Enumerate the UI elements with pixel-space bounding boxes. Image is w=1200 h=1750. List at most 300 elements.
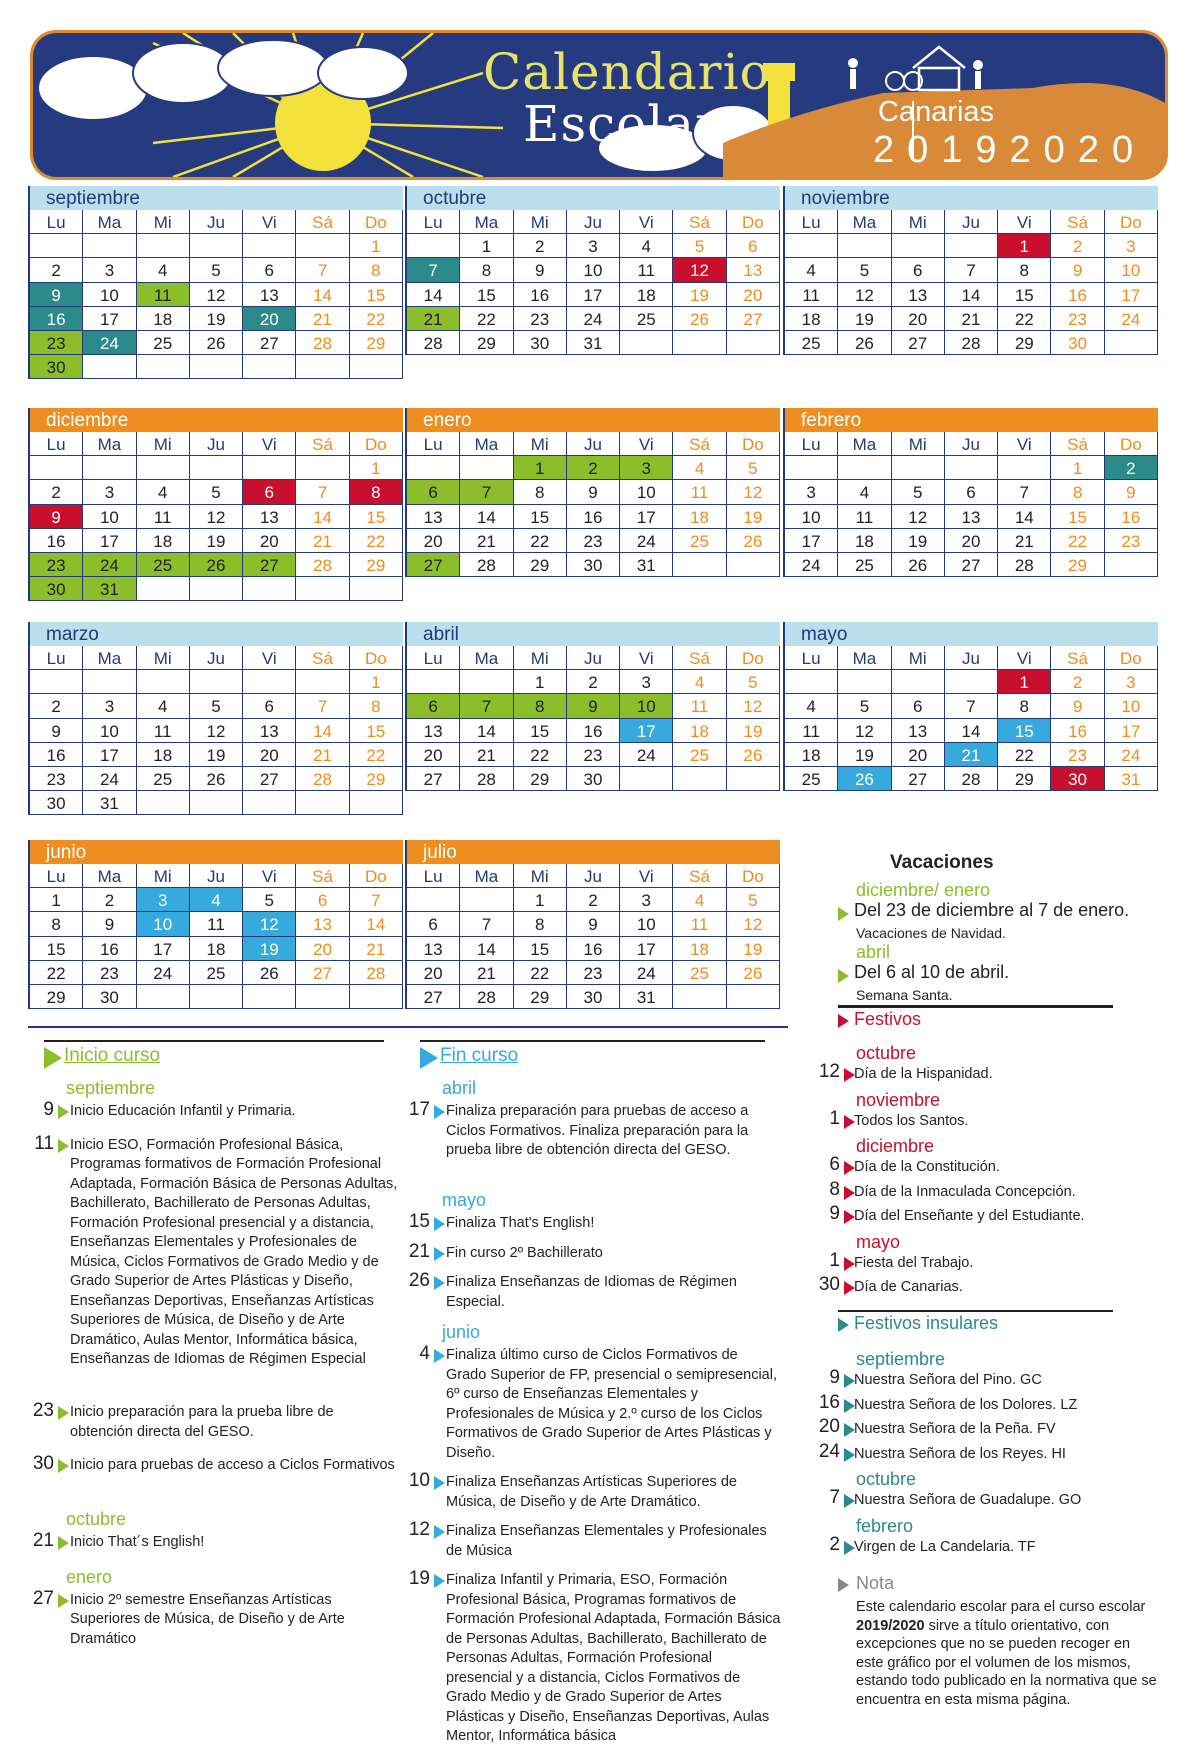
- banner: [30, 30, 1168, 180]
- weekday-header: Vi: [998, 210, 1051, 234]
- day-cell: 1: [30, 888, 83, 912]
- day-cell: 12: [727, 480, 780, 504]
- course-text: Finaliza That's English!: [446, 1215, 595, 1231]
- day-cell: 28: [296, 553, 349, 577]
- day-cell: 9: [567, 480, 620, 504]
- day-cell: 2: [567, 456, 620, 480]
- weekday-header: Mi: [137, 210, 190, 234]
- day-cell: 13: [243, 505, 296, 529]
- day-cell: 31: [567, 331, 620, 355]
- day-cell: 13: [727, 258, 780, 282]
- day-cell: 20: [243, 529, 296, 553]
- day-cell: 18: [137, 307, 190, 331]
- day-cell: 1: [514, 456, 567, 480]
- day-cell: 21: [296, 529, 349, 553]
- day-cell: 19: [727, 937, 780, 961]
- empty-cell: [30, 234, 83, 258]
- day-cell: 23: [567, 743, 620, 767]
- empty-cell: [137, 985, 190, 1009]
- month-label: noviembre: [856, 1089, 941, 1110]
- day-cell: 3: [1105, 234, 1158, 258]
- day-cell: 10: [620, 912, 673, 936]
- sky-arrow-icon: [434, 1276, 445, 1290]
- day-cell: 21: [945, 307, 998, 331]
- day-cell: 10: [785, 505, 838, 529]
- empty-cell: [460, 456, 513, 480]
- day-cell: 15: [460, 283, 513, 307]
- day-cell: 26: [838, 331, 891, 355]
- course-text: Finaliza Enseñanzas Elementales y Profesionales de Música: [446, 1523, 767, 1559]
- day-cell: 12: [673, 258, 726, 282]
- weekday-header: Do: [727, 210, 780, 234]
- course-text: Inicio Educación Infantil y Primaria.: [70, 1103, 296, 1119]
- day-cell: 4: [137, 480, 190, 504]
- day-cell: 26: [243, 961, 296, 985]
- green-arrow-icon: [838, 907, 849, 921]
- day-cell: 11: [620, 258, 673, 282]
- day-cell: 6: [727, 234, 780, 258]
- day-cell: 24: [620, 743, 673, 767]
- course-text: Finaliza preparación para pruebas de acceso a Ciclos Formativos. Finaliza preparación para la prueba libre de obtención directa del GESO.: [446, 1103, 749, 1158]
- day-cell: 1: [998, 670, 1051, 694]
- day-cell: 4: [137, 694, 190, 718]
- weekday-header: Mi: [514, 864, 567, 888]
- green-arrow-icon: [58, 1406, 69, 1420]
- day-cell: 30: [83, 985, 136, 1009]
- day-cell: 12: [190, 719, 243, 743]
- day-cell: 29: [514, 553, 567, 577]
- teal-arrow-icon: [838, 1318, 849, 1332]
- day-cell: 27: [407, 553, 460, 577]
- weekday-header: Do: [350, 646, 403, 670]
- holiday-text: Día de la Constitución.: [854, 1159, 1000, 1175]
- green-arrow-icon: [58, 1594, 69, 1608]
- empty-cell: [892, 670, 945, 694]
- weekday-header: Lu: [407, 864, 460, 888]
- day-number: 16: [818, 1391, 840, 1413]
- day-cell: 15: [350, 283, 403, 307]
- day-cell: 6: [892, 694, 945, 718]
- day-cell: 23: [30, 767, 83, 791]
- day-cell: 15: [350, 505, 403, 529]
- day-cell: 12: [892, 505, 945, 529]
- month-name: junio: [30, 840, 403, 864]
- empty-cell: [137, 577, 190, 601]
- day-cell: 29: [350, 331, 403, 355]
- vacation-month: diciembre/ enero: [856, 880, 991, 900]
- day-cell: 22: [460, 307, 513, 331]
- day-cell: 17: [567, 283, 620, 307]
- day-cell: 25: [190, 961, 243, 985]
- weekday-header: Ju: [567, 210, 620, 234]
- empty-cell: [460, 888, 513, 912]
- weekday-header: Sá: [673, 864, 726, 888]
- weekday-header: Sá: [673, 646, 726, 670]
- day-cell: 29: [998, 331, 1051, 355]
- empty-cell: [620, 331, 673, 355]
- day-number: 19: [408, 1568, 430, 1589]
- day-number: 23: [32, 1400, 54, 1421]
- month-label: abril: [442, 1078, 477, 1098]
- day-cell: 4: [838, 480, 891, 504]
- banner-years: 20192020: [873, 129, 1147, 171]
- day-cell: 29: [514, 767, 567, 791]
- weekday-header: Ma: [83, 864, 136, 888]
- day-cell: 14: [460, 719, 513, 743]
- day-cell: 11: [785, 283, 838, 307]
- day-cell: 2: [1051, 234, 1104, 258]
- day-cell: 22: [998, 743, 1051, 767]
- day-cell: 3: [620, 456, 673, 480]
- sky-arrow-icon: [434, 1105, 445, 1119]
- empty-cell: [892, 456, 945, 480]
- day-cell: 29: [514, 985, 567, 1009]
- day-cell: 28: [296, 331, 349, 355]
- weekday-header: Do: [727, 864, 780, 888]
- day-cell: 9: [1051, 694, 1104, 718]
- day-cell: 25: [673, 743, 726, 767]
- day-cell: 21: [350, 937, 403, 961]
- month-label: enero: [66, 1566, 113, 1587]
- day-cell: 3: [1105, 670, 1158, 694]
- day-cell: 15: [30, 937, 83, 961]
- day-cell: 1: [514, 888, 567, 912]
- weekday-header: Do: [727, 646, 780, 670]
- empty-cell: [83, 456, 136, 480]
- day-cell: 7: [296, 258, 349, 282]
- empty-cell: [407, 888, 460, 912]
- course-text: Finaliza último curso de Ciclos Formativos de Grado Superior de FP, presencial o semipresencial, 6º curso de Enseñanzas Elementales y Profesionales de Música y 2.º curso de los Ciclos Formativos de Grado Superior de Artes Plásticas y Diseño.: [446, 1347, 777, 1461]
- month-noviembre: [783, 186, 1158, 355]
- empty-cell: [407, 234, 460, 258]
- day-cell: 22: [350, 743, 403, 767]
- day-cell: 10: [620, 480, 673, 504]
- day-number: 20: [818, 1416, 840, 1437]
- day-number: 26: [408, 1270, 430, 1291]
- day-cell: 26: [892, 553, 945, 577]
- day-cell: 7: [350, 888, 403, 912]
- day-cell: 3: [620, 888, 673, 912]
- empty-cell: [673, 767, 726, 791]
- day-cell: 5: [727, 888, 780, 912]
- day-cell: 27: [727, 307, 780, 331]
- day-cell: 10: [137, 912, 190, 936]
- empty-cell: [945, 670, 998, 694]
- month-name: septiembre: [30, 186, 403, 210]
- empty-cell: [673, 553, 726, 577]
- weekday-header: Sá: [1051, 646, 1104, 670]
- day-cell: 15: [514, 937, 567, 961]
- day-cell: 19: [727, 719, 780, 743]
- day-cell: 14: [296, 283, 349, 307]
- weekday-header: Mi: [892, 432, 945, 456]
- weekday-header: Lu: [30, 432, 83, 456]
- weekday-header: Vi: [620, 646, 673, 670]
- empty-cell: [350, 985, 403, 1009]
- day-cell: 2: [1051, 670, 1104, 694]
- day-cell: 27: [892, 331, 945, 355]
- day-cell: 25: [137, 767, 190, 791]
- weekday-header: Ma: [460, 864, 513, 888]
- month-label: septiembre: [66, 1078, 156, 1098]
- weekday-header: Sá: [296, 432, 349, 456]
- empty-cell: [1105, 331, 1158, 355]
- month-label: octubre: [856, 1469, 917, 1489]
- empty-cell: [838, 234, 891, 258]
- day-cell: 25: [785, 331, 838, 355]
- day-cell: 24: [785, 553, 838, 577]
- day-cell: 21: [407, 307, 460, 331]
- day-cell: 19: [892, 529, 945, 553]
- empty-cell: [190, 791, 243, 815]
- weekday-header: Mi: [137, 432, 190, 456]
- day-cell: 3: [567, 234, 620, 258]
- day-cell: 11: [673, 912, 726, 936]
- day-cell: 9: [30, 283, 83, 307]
- empty-cell: [137, 355, 190, 379]
- day-cell: 22: [514, 961, 567, 985]
- weekday-header: Ma: [838, 210, 891, 234]
- weekday-header: Lu: [30, 864, 83, 888]
- day-cell: 14: [296, 719, 349, 743]
- empty-cell: [785, 456, 838, 480]
- day-cell: 20: [296, 937, 349, 961]
- day-cell: 17: [620, 937, 673, 961]
- day-cell: 5: [838, 694, 891, 718]
- day-cell: 2: [30, 258, 83, 282]
- day-cell: 21: [998, 529, 1051, 553]
- day-cell: 18: [673, 505, 726, 529]
- weekday-header: Do: [1105, 432, 1158, 456]
- section-rule: [838, 1006, 1113, 1008]
- empty-cell: [296, 985, 349, 1009]
- day-cell: 7: [296, 694, 349, 718]
- day-cell: 18: [137, 743, 190, 767]
- day-cell: 13: [407, 505, 460, 529]
- day-cell: 23: [567, 961, 620, 985]
- weekday-header: Ju: [190, 864, 243, 888]
- day-cell: 5: [892, 480, 945, 504]
- empty-cell: [350, 577, 403, 601]
- day-cell: 26: [727, 961, 780, 985]
- section-title: Festivos: [854, 1009, 922, 1029]
- day-cell: 22: [350, 529, 403, 553]
- day-cell: 4: [785, 258, 838, 282]
- day-number: 6: [829, 1154, 840, 1175]
- day-cell: 27: [243, 553, 296, 577]
- day-cell: 2: [567, 888, 620, 912]
- weekday-header: Ju: [190, 432, 243, 456]
- day-cell: 25: [137, 331, 190, 355]
- weekday-header: Lu: [785, 432, 838, 456]
- month-name: enero: [407, 408, 780, 432]
- weekday-header: Ju: [567, 646, 620, 670]
- day-cell: 30: [514, 331, 567, 355]
- day-cell: 24: [83, 553, 136, 577]
- weekday-header: Ma: [460, 210, 513, 234]
- day-cell: 20: [945, 529, 998, 553]
- day-cell: 16: [1105, 505, 1158, 529]
- day-cell: 18: [673, 719, 726, 743]
- day-cell: 6: [407, 694, 460, 718]
- holiday-text: Día de la Inmaculada Concepción.: [854, 1183, 1076, 1200]
- day-cell: 2: [83, 888, 136, 912]
- day-cell: 19: [190, 743, 243, 767]
- day-cell: 15: [514, 719, 567, 743]
- month-label: octubre: [66, 1509, 127, 1529]
- empty-cell: [243, 985, 296, 1009]
- day-cell: 8: [350, 480, 403, 504]
- day-cell: 12: [190, 283, 243, 307]
- day-cell: 25: [137, 553, 190, 577]
- day-cell: 10: [1105, 694, 1158, 718]
- holiday-text: Nuestra Señora de los Reyes. HI: [854, 1445, 1066, 1462]
- sky-arrow-icon: [434, 1476, 445, 1490]
- month-octubre: [405, 186, 780, 355]
- day-number: 2: [829, 1533, 840, 1555]
- day-cell: 20: [892, 307, 945, 331]
- day-cell: 28: [460, 553, 513, 577]
- vacation-range: Del 23 de diciembre al 7 de enero.: [854, 900, 1130, 920]
- weekday-header: Mi: [137, 646, 190, 670]
- sky-arrow-icon: [434, 1217, 445, 1231]
- holiday-text: Todos los Santos.: [854, 1112, 969, 1129]
- day-cell: 8: [514, 912, 567, 936]
- weekday-header: Do: [1105, 646, 1158, 670]
- empty-cell: [350, 355, 403, 379]
- day-cell: 27: [243, 331, 296, 355]
- day-cell: 23: [567, 529, 620, 553]
- empty-cell: [137, 670, 190, 694]
- day-number: 21: [32, 1530, 54, 1551]
- day-cell: 2: [514, 234, 567, 258]
- day-number: 30: [818, 1274, 840, 1295]
- day-cell: 8: [350, 258, 403, 282]
- section-rule: [838, 1310, 1113, 1312]
- day-cell: 19: [243, 937, 296, 961]
- day-cell: 24: [567, 307, 620, 331]
- banner-title-line2: Escolar: [523, 95, 720, 153]
- day-cell: 12: [838, 283, 891, 307]
- day-number: 10: [408, 1470, 430, 1491]
- weekday-header: Ju: [945, 646, 998, 670]
- green-arrow-icon: [838, 969, 849, 983]
- empty-cell: [190, 456, 243, 480]
- day-cell: 13: [243, 283, 296, 307]
- empty-cell: [727, 553, 780, 577]
- day-cell: 8: [460, 258, 513, 282]
- day-cell: 16: [83, 937, 136, 961]
- weekday-header: Mi: [514, 432, 567, 456]
- day-number: 24: [818, 1440, 840, 1462]
- day-cell: 6: [243, 694, 296, 718]
- sky-arrow-icon: [434, 1574, 445, 1588]
- day-cell: 4: [620, 234, 673, 258]
- weekday-header: Vi: [998, 646, 1051, 670]
- day-cell: 31: [83, 577, 136, 601]
- nota-title: Nota: [856, 1573, 895, 1593]
- day-cell: 7: [945, 258, 998, 282]
- weekday-header: Do: [350, 864, 403, 888]
- holiday-text: Nuestra Señora de Guadalupe. GO: [854, 1492, 1082, 1508]
- day-cell: 10: [567, 258, 620, 282]
- month-septiembre: [28, 186, 403, 379]
- day-cell: 24: [620, 529, 673, 553]
- day-cell: 18: [785, 307, 838, 331]
- day-cell: 20: [243, 307, 296, 331]
- empty-cell: [1105, 553, 1158, 577]
- day-cell: 4: [137, 258, 190, 282]
- empty-cell: [243, 456, 296, 480]
- day-cell: 20: [407, 529, 460, 553]
- day-cell: 15: [998, 283, 1051, 307]
- day-cell: 6: [945, 480, 998, 504]
- month-name: noviembre: [785, 186, 1158, 210]
- day-cell: 30: [30, 355, 83, 379]
- day-number: 7: [829, 1487, 840, 1508]
- day-cell: 13: [945, 505, 998, 529]
- day-cell: 31: [1105, 767, 1158, 791]
- day-cell: 12: [727, 912, 780, 936]
- month-label: junio: [442, 1322, 481, 1342]
- day-cell: 12: [190, 505, 243, 529]
- day-cell: 22: [30, 961, 83, 985]
- empty-cell: [243, 577, 296, 601]
- day-cell: 22: [514, 743, 567, 767]
- month-label: mayo: [856, 1231, 901, 1252]
- empty-cell: [296, 355, 349, 379]
- month-julio: [405, 840, 780, 1009]
- month-name: marzo: [30, 622, 403, 646]
- weekday-header: Lu: [30, 210, 83, 234]
- weekday-header: Ju: [190, 646, 243, 670]
- day-cell: 14: [296, 505, 349, 529]
- day-cell: 6: [296, 888, 349, 912]
- day-cell: 12: [243, 912, 296, 936]
- day-number: 1: [829, 1249, 840, 1271]
- day-cell: 9: [514, 258, 567, 282]
- day-number: 15: [408, 1211, 430, 1232]
- weekday-header: Vi: [243, 864, 296, 888]
- day-cell: 16: [1051, 283, 1104, 307]
- empty-cell: [296, 456, 349, 480]
- day-number: 1: [829, 1107, 840, 1129]
- empty-cell: [83, 234, 136, 258]
- day-cell: 16: [567, 505, 620, 529]
- day-cell: 5: [190, 480, 243, 504]
- day-cell: 30: [567, 985, 620, 1009]
- day-cell: 9: [30, 505, 83, 529]
- day-number: 9: [829, 1203, 840, 1224]
- empty-cell: [892, 234, 945, 258]
- day-cell: 2: [30, 694, 83, 718]
- day-cell: 16: [30, 307, 83, 331]
- day-cell: 21: [296, 307, 349, 331]
- nota-text: Este calendario escolar para el curso escolar 2019/2020 sirve a título orientativo, con excepciones que no se pueden recoger en este gráfico por el volumen de los mismos, estando todo publicado en la normativa que se encuentra en esta misma página.: [856, 1599, 1157, 1708]
- weekday-header: Vi: [998, 432, 1051, 456]
- course-text: Inicio ESO, Formación Profesional Básica, Programas formativos de Formación Profesional Adaptada, Formación Básica de Personas Adultas, Bachillerato, Bachillerato de Personas Adultas, Formación Profesional presencial y a distancia, Enseñanzas Elementales y Profesionales de Música, Ciclos Formativos de Grado Medio y de Grado Superior de Artes Plásticas y Diseño, Enseñanzas Deportivas, Enseñanzas Artísticas Superiores de Música, de Diseño y de Arte Dramático, Aulas Mentor, Informática básica, Enseñanzas de Idiomas de Régimen Especial: [70, 1136, 398, 1367]
- section-title: Festivos insulares: [854, 1313, 999, 1333]
- day-number: 4: [419, 1343, 430, 1364]
- empty-cell: [407, 456, 460, 480]
- empty-cell: [137, 456, 190, 480]
- day-cell: 19: [190, 307, 243, 331]
- day-cell: 14: [945, 719, 998, 743]
- weekday-header: Do: [350, 210, 403, 234]
- day-cell: 25: [673, 529, 726, 553]
- empty-cell: [945, 234, 998, 258]
- day-cell: 5: [727, 670, 780, 694]
